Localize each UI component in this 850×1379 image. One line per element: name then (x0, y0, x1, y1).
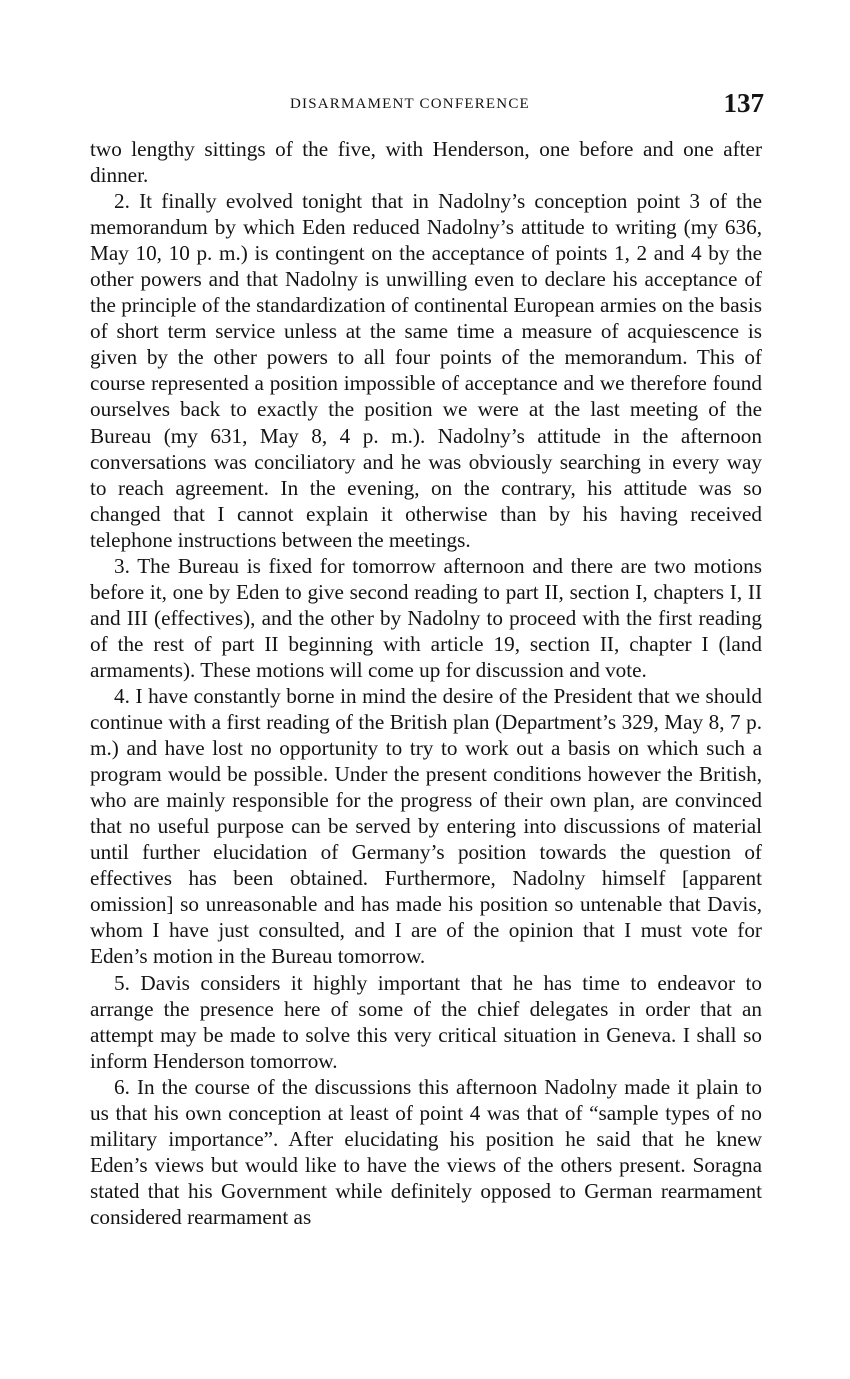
running-head (90, 88, 766, 122)
paragraph-2: 2. It finally evolved tonight that in Nadolny’s conception point 3 of the memorandum by which Eden reduced Nadolny’s attitude to writing (my 636, May 10, 10 p. m.) is contingent on the acceptance of points 1, 2 and 4 by the other powers and that Nadolny is unwilling even to declare his acceptance of the principle of the standardization of continental European armies on the basis of short term service unless at the same time a measure of acquiescence is given by the other powers to all four points of the memorandum. This of course represented a position impossible of acceptance and we therefore found ourselves back to exactly the position we were at the last meeting of the Bureau (my 631, May 8, 4 p. m.). Nadolny’s attitude in the afternoon conversations was conciliatory and he was obviously searching in every way to reach agreement. In the evening, on the contrary, his attitude was so changed that I cannot explain it otherwise than by his having received telephone instructions between the meetings. (90, 189, 762, 552)
paragraph-4: 4. I have constantly borne in mind the desire of the President that we should continue with a first reading of the British plan (Department’s 329, May 8, 7 p. m.) and have lost no opportunity to try to work out a basis on which such a program would be possible. Under the present conditions however the British, who are mainly responsible for the progress of their own plan, are convinced that no useful purpose can be served by entering into discussions of material until further elucidation of Germany’s position towards the question of effectives has been obtained. Furthermore, Nadolny himself [apparent omission] so unreasonable and has made his position so untenable that Davis, whom I have just consulted, and I are of the opinion that I must vote for Eden’s motion in the Bureau tomorrow. (90, 683, 762, 969)
paragraph-3: 3. The Bureau is fixed for tomorrow afternoon and there are two motions before it, one by Eden to give second reading to part II, section I, chapters I, II and III (effectives), and the other by Nadolny to proceed with the first reading of the rest of part II beginning with article 19, section II, chapter I (land armaments). These motions will come up for discussion and vote. (90, 553, 762, 682)
paragraph-continuation: two lengthy sittings of the five, with Henderson, one before and one after dinner. (90, 137, 762, 188)
paragraph-5: 5. Davis considers it highly important that he has time to endeavor to arrange the presence here of some of the chief delegates in order that an attempt may be made to solve this very critical situation in Geneva. I shall so inform Henderson tomorrow. (90, 970, 762, 1073)
paragraph-6: 6. In the course of the discussions this afternoon Nadolny made it plain to us that his own conception at least of point 4 was that of “sample types of no military importance”. After elucidating his position he said that he knew Eden’s views but would like to have the views of the others present. Soragna stated that his Government while definitely opposed to German rearmament considered rearmament as (90, 1074, 762, 1229)
running-title: DISARMAMENT CONFERENCE (290, 96, 530, 112)
body-text (90, 136, 762, 1230)
page-number: 137 (723, 88, 764, 118)
